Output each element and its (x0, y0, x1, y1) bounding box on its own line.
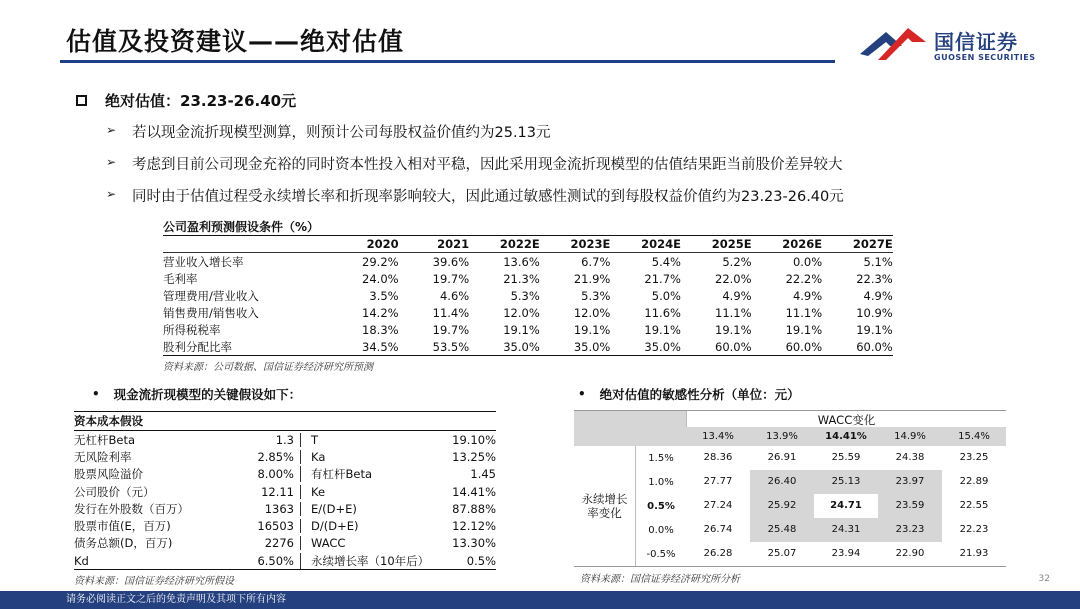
valuation-cell: 23.59 (878, 494, 942, 518)
param-label: 股票风险溢价 (74, 467, 143, 482)
table-row (74, 552, 496, 569)
table-cell: 39.6% (432, 254, 470, 269)
table-cell: 14.2% (362, 305, 399, 320)
page-title: 估值及投资建议——绝对估值 (66, 27, 405, 56)
param-label: 公司股价（元） (74, 484, 155, 499)
column-header: 2026E (782, 237, 823, 251)
growth-rate-label: 0.0% (648, 524, 674, 536)
param-label: 无风险利率 (74, 449, 132, 464)
bullet-list (106, 121, 844, 217)
row-label: 股利分配比率 (163, 339, 232, 354)
valuation-cell: 27.24 (703, 500, 733, 511)
table-cell: 60.0% (715, 339, 752, 354)
table-header-row (574, 427, 1006, 446)
param-value: 2276 (264, 536, 294, 551)
table-source: 资料来源：公司数据、国信证券经济研究所预测 (163, 362, 373, 373)
valuation-cell: 24.31 (814, 518, 878, 542)
table-cell: 5.1% (863, 254, 893, 269)
table-row (74, 466, 496, 483)
table-cell: 35.0% (503, 339, 540, 354)
table-cell: 34.5% (362, 339, 399, 354)
valuation-cell: 27.77 (703, 476, 733, 487)
param-label: 债务总额(D，百万) (74, 536, 173, 551)
heading-text: 绝对估值：23.23-26.40元 (105, 92, 297, 110)
valuation-cell: 24.71 (830, 500, 862, 511)
arrow-bullet-icon: ➢ (106, 187, 117, 201)
param-value: 1.45 (470, 467, 496, 482)
column-header: 14.9% (894, 431, 926, 442)
table-cell: 0.0% (792, 254, 823, 269)
column-header: 2020 (366, 237, 399, 251)
page-number: 32 (1038, 574, 1050, 584)
valuation-cell: 22.23 (959, 524, 989, 535)
valuation-cell: 26.40 (750, 470, 814, 494)
table-cell: 10.9% (856, 305, 893, 320)
table-row (74, 517, 496, 534)
table-cell: 21.3% (503, 271, 540, 286)
param-value: 16503 (257, 519, 294, 534)
column-header: 2022E (499, 237, 540, 251)
table-row (636, 470, 1006, 494)
section-heading (76, 90, 296, 111)
param-value: 87.88% (452, 501, 496, 516)
param-label: D/(D+E) (300, 519, 425, 533)
column-header: 15.4% (958, 431, 990, 442)
table-cell: 12.0% (503, 305, 540, 320)
growth-rate-label: 0.5% (647, 500, 675, 512)
table-cell: 19.1% (715, 322, 752, 337)
param-value: 0.5% (466, 553, 496, 568)
valuation-cell: 23.25 (959, 452, 989, 463)
valuation-cell: 28.36 (703, 452, 733, 463)
table-row (163, 338, 893, 355)
column-header: 2021 (437, 237, 470, 251)
valuation-cell: 23.23 (878, 518, 942, 542)
param-value: 2.85% (257, 449, 294, 464)
table-cell: 19.1% (644, 322, 681, 337)
list-item (106, 153, 844, 185)
table-cell: 13.6% (503, 254, 540, 269)
table-title: 公司盈利预测假设条件（%） (163, 218, 893, 236)
bullet-dot-icon: • (578, 387, 586, 401)
table-row (163, 253, 893, 270)
table-cell: 4.9% (792, 288, 823, 303)
table-cell: 35.0% (644, 339, 681, 354)
column-header: 2025E (711, 237, 752, 251)
param-value: 8.00% (257, 467, 294, 482)
param-value: 19.10% (452, 432, 496, 447)
table-cell: 35.0% (573, 339, 611, 354)
row-label: 毛利率 (163, 271, 198, 286)
bullet-text: 同时由于估值过程受永续增长率和折现率影响较大，因此通过敏感性测试的到每股权益价值约为23.23-26.40元 (132, 189, 844, 205)
table-source: 资料来源：国信证券经济研究所假设 (74, 576, 234, 588)
table-row (636, 494, 1006, 518)
table-cell: 5.2% (722, 254, 752, 269)
valuation-cell: 22.89 (959, 476, 989, 487)
table-header-row (163, 236, 893, 253)
growth-rate-label: -0.5% (646, 548, 676, 560)
param-value: 12.11 (261, 484, 294, 499)
row-label: 管理费用/营业收入 (163, 288, 259, 303)
table-row (636, 542, 1006, 566)
param-value: 6.50% (257, 553, 294, 568)
table-cell: 5.4% (651, 254, 681, 269)
table-cell: 18.3% (362, 322, 399, 337)
table-cell: 21.7% (644, 271, 681, 286)
table-cell: 12.0% (573, 305, 611, 320)
arrow-bullet-icon: ➢ (106, 155, 117, 169)
table-row (74, 483, 496, 500)
column-header: 2027E (852, 237, 893, 251)
column-header: 2023E (570, 237, 611, 251)
table-cell: 19.1% (856, 322, 893, 337)
table-row (636, 446, 1006, 470)
param-value: 13.30% (452, 536, 496, 551)
param-label: Ke (300, 485, 425, 499)
table-row (163, 304, 893, 321)
table-cell: 19.7% (432, 271, 470, 286)
table-cell: 5.3% (581, 288, 611, 303)
table-cell: 4.9% (863, 288, 893, 303)
table-cell: 22.2% (785, 271, 823, 286)
valuation-cell: 26.28 (703, 548, 733, 559)
footer-disclaimer: 请务必阅读正文之后的免责声明及其项下所有内容 (0, 591, 1080, 609)
table-cell: 5.0% (651, 288, 681, 303)
table-cell: 19.1% (503, 322, 540, 337)
table-cell: 19.1% (573, 322, 611, 337)
valuation-cell: 25.59 (831, 452, 861, 463)
table-row (163, 287, 893, 304)
row-label: 营业收入增长率 (163, 254, 244, 269)
table-cell: 19.1% (785, 322, 823, 337)
list-item (106, 121, 844, 153)
param-value: 1363 (264, 501, 294, 516)
table-cell: 29.2% (362, 254, 399, 269)
table-row (163, 321, 893, 338)
param-label: T (300, 433, 425, 447)
param-value: 12.12% (452, 519, 496, 534)
valuation-cell: 26.74 (703, 524, 733, 535)
valuation-cell: 26.91 (767, 452, 797, 463)
row-label: 所得税税率 (163, 322, 221, 337)
table-cell: 22.0% (715, 271, 752, 286)
table-cell: 22.3% (856, 271, 893, 286)
guosen-logo (856, 20, 1036, 68)
square-bullet-icon (76, 95, 87, 106)
table-row (74, 535, 496, 552)
table-cell: 3.5% (369, 288, 399, 303)
table-row (74, 431, 496, 448)
table-cell: 24.0% (362, 271, 399, 286)
wacc-column-header: WACC变化 (686, 411, 1006, 427)
dcf-section-heading (92, 385, 301, 403)
sensitivity-heading-text: 绝对估值的敏感性分析（单位：元） (599, 387, 800, 402)
param-label: 有杠杆Beta (300, 466, 425, 482)
valuation-cell: 23.97 (878, 470, 942, 494)
table-cell: 11.4% (432, 305, 470, 320)
param-label: 永续增长率（10年后） (300, 553, 425, 569)
table-row (636, 518, 1006, 542)
valuation-cell: 25.48 (750, 518, 814, 542)
column-header: 2024E (641, 237, 681, 251)
table-cell: 5.3% (510, 288, 540, 303)
column-header: 14.41% (825, 431, 867, 442)
param-label: Kd (74, 553, 89, 568)
table-cell: 4.6% (439, 288, 470, 303)
bullet-dot-icon: • (92, 387, 100, 401)
dcf-heading-text: 现金流折现模型的关键假设如下： (113, 387, 302, 402)
cost-of-capital-table (74, 411, 496, 587)
table-cell: 11.6% (644, 305, 681, 320)
sensitivity-table (574, 410, 1006, 585)
bullet-text: 考虑到目前公司现金充裕的同时资本性投入相对平稳，因此采用现金流折现模型的估值结果距当前股价差异较大 (132, 157, 843, 173)
valuation-cell: 22.55 (959, 500, 989, 511)
table-cell: 11.1% (715, 305, 752, 320)
valuation-cell: 25.07 (767, 548, 797, 559)
param-label: Ka (300, 450, 425, 464)
row-label: 销售费用/销售收入 (163, 305, 259, 320)
table-row (163, 270, 893, 287)
valuation-cell: 24.38 (895, 452, 925, 463)
valuation-cell: 25.92 (750, 494, 814, 518)
growth-row-header: 永续增长 率变化 (574, 446, 636, 566)
growth-rate-label: 1.0% (648, 476, 674, 488)
table-source: 资料来源：国信证券经济研究所分析 (580, 574, 740, 585)
param-value: 13.25% (452, 449, 496, 464)
param-label: 无杠杆Beta (74, 432, 136, 447)
logo-name-en: GUOSEN SECURITIES (934, 53, 1036, 62)
guosen-logo-icon (856, 20, 928, 66)
table-cell: 19.7% (432, 322, 470, 337)
table-cell: 60.0% (785, 339, 823, 354)
table-row (74, 500, 496, 517)
growth-rate-label: 1.5% (648, 452, 674, 464)
valuation-cell: 21.93 (959, 548, 989, 559)
valuation-cell: 22.90 (895, 548, 925, 559)
list-item (106, 185, 844, 217)
arrow-bullet-icon: ➢ (106, 123, 117, 137)
param-label: WACC (300, 536, 425, 550)
param-value: 14.41% (452, 484, 496, 499)
table-cell: 21.9% (573, 271, 611, 286)
column-header: 13.4% (702, 431, 734, 442)
table-cell: 4.9% (722, 288, 752, 303)
table-row (74, 448, 496, 465)
table-cell: 11.1% (785, 305, 823, 320)
table-cell: 53.5% (432, 339, 470, 354)
table-cell: 60.0% (856, 339, 893, 354)
valuation-cell: 23.94 (831, 548, 861, 559)
bullet-text: 若以现金流折现模型测算，则预计公司每股权益价值约为25.13元 (132, 125, 551, 141)
param-label: 发行在外股数（百万） (74, 501, 189, 516)
column-header: 13.9% (766, 431, 798, 442)
logo-name-cn: 国信证券 (934, 30, 1018, 54)
title-divider (60, 60, 835, 63)
param-value: 1.3 (275, 432, 294, 447)
profit-forecast-table (163, 218, 893, 372)
valuation-cell: 25.13 (814, 470, 878, 494)
param-label: E/(D+E) (300, 502, 425, 516)
table-cell: 6.7% (581, 254, 611, 269)
sensitivity-section-heading (578, 385, 800, 403)
param-label: 股票市值(E，百万) (74, 519, 171, 534)
table-title: 资本成本假设 (74, 411, 496, 431)
